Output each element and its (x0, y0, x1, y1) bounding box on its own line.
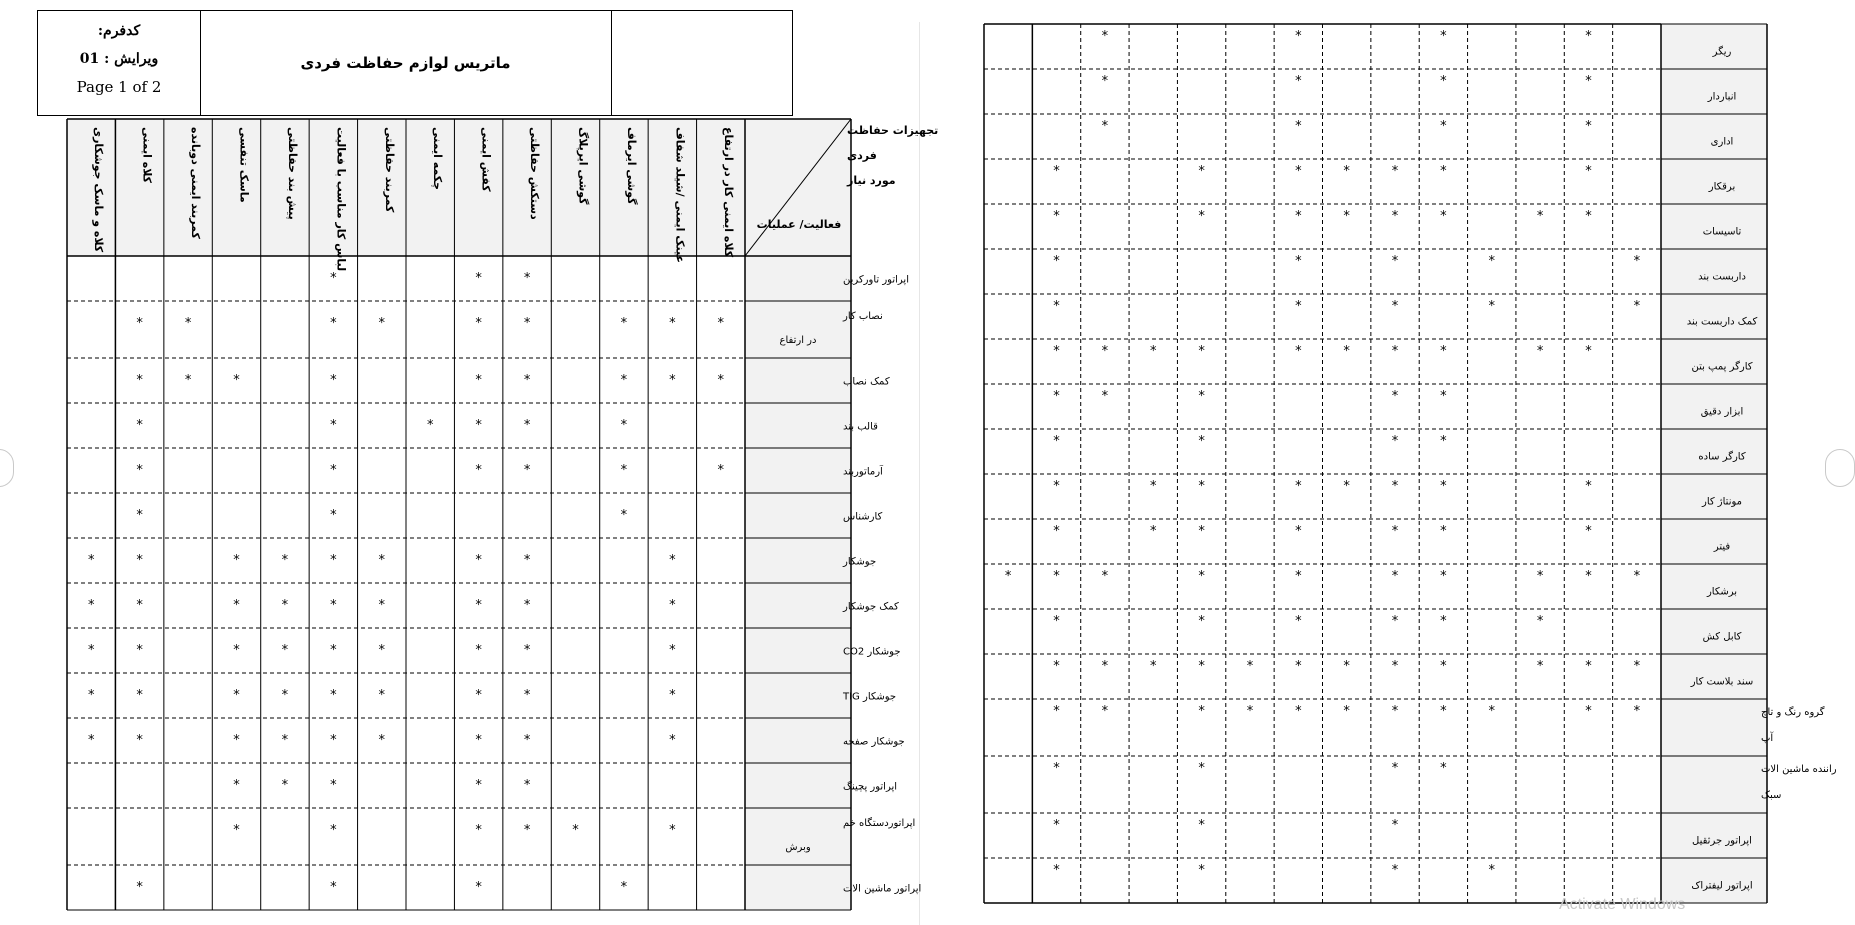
asterisk-mark: * (1488, 254, 1495, 269)
asterisk-mark: * (1391, 164, 1399, 179)
asterisk-mark: * (1101, 119, 1109, 134)
asterisk-mark: * (1198, 164, 1205, 179)
asterisk-mark: * (1585, 209, 1592, 224)
asterisk-mark: * (1536, 614, 1544, 629)
asterisk-mark: * (620, 880, 628, 895)
asterisk-mark: * (136, 553, 143, 568)
asterisk-mark: * (475, 688, 482, 703)
column-header: گوشی ایرماف (624, 127, 638, 205)
asterisk-mark: * (1198, 524, 1205, 539)
asterisk-mark: * (1053, 389, 1060, 404)
asterisk-mark: * (523, 553, 531, 568)
asterisk-mark: * (1053, 344, 1060, 359)
asterisk-mark: * (475, 271, 482, 286)
asterisk-mark: * (523, 688, 531, 703)
asterisk-mark: * (475, 418, 482, 433)
asterisk-mark: * (1198, 614, 1205, 629)
asterisk-mark: * (1440, 659, 1447, 674)
asterisk-mark: * (1585, 569, 1592, 584)
asterisk-mark: * (1295, 119, 1302, 134)
asterisk-mark: * (1343, 164, 1350, 179)
corner-equipment-label: فردی (847, 149, 877, 162)
asterisk-mark: * (1198, 761, 1205, 776)
asterisk-mark: * (184, 373, 192, 388)
asterisk-mark: * (136, 733, 143, 748)
row-label: سند بلاست کار (1690, 676, 1754, 688)
row-label: برشکار (1706, 586, 1738, 598)
row-label: انباردار (1707, 91, 1737, 103)
asterisk-mark: * (475, 778, 482, 793)
asterisk-mark: * (620, 418, 628, 433)
asterisk-mark: * (1295, 74, 1302, 89)
asterisk-mark: * (330, 271, 337, 286)
column-header: پیش بند حفاظتی (285, 127, 299, 220)
asterisk-mark: * (620, 316, 628, 331)
asterisk-mark: * (1198, 659, 1205, 674)
asterisk-mark: * (1053, 254, 1060, 269)
asterisk-mark: * (1391, 209, 1399, 224)
asterisk-mark: * (330, 778, 337, 793)
row-label: کمک داربست بند (1686, 316, 1758, 328)
asterisk-mark: * (1101, 74, 1109, 89)
asterisk-mark: * (1053, 818, 1060, 833)
row-label: اداری (1710, 136, 1734, 148)
asterisk-mark: * (475, 733, 482, 748)
corner-equipment-label: مورد نیاز (847, 174, 896, 187)
asterisk-mark: * (1633, 569, 1641, 584)
asterisk-mark: * (330, 880, 337, 895)
asterisk-mark: * (330, 463, 337, 478)
asterisk-mark: * (475, 823, 482, 838)
asterisk-mark: * (1343, 659, 1350, 674)
asterisk-mark: * (1101, 659, 1109, 674)
page-number: Page 1 of 2 (76, 78, 162, 96)
asterisk-mark: * (1053, 164, 1060, 179)
asterisk-mark: * (1101, 569, 1109, 584)
asterisk-mark: * (523, 373, 531, 388)
asterisk-mark: * (87, 598, 95, 613)
asterisk-mark: * (1633, 704, 1641, 719)
asterisk-mark: * (281, 688, 289, 703)
row-label: نصاب کار (843, 311, 883, 322)
asterisk-mark: * (1391, 818, 1399, 833)
asterisk-mark: * (1536, 209, 1544, 224)
asterisk-mark: * (1053, 614, 1060, 629)
asterisk-mark: * (1295, 29, 1302, 44)
row-label: قالب بند (843, 421, 878, 433)
asterisk-mark: * (378, 316, 386, 331)
column-header: کفش ایمنی (479, 127, 493, 192)
asterisk-mark: * (1295, 164, 1302, 179)
asterisk-mark: * (1053, 479, 1060, 494)
asterisk-mark: * (1440, 389, 1447, 404)
asterisk-mark: * (1150, 344, 1157, 359)
asterisk-mark: * (1295, 479, 1302, 494)
column-header: کمربند حفاظتی (382, 127, 396, 213)
asterisk-mark: * (1440, 704, 1447, 719)
row-label: آرماتوربند (843, 466, 883, 478)
asterisk-mark: * (523, 643, 531, 658)
asterisk-mark: * (281, 643, 289, 658)
asterisk-mark: * (1440, 119, 1447, 134)
asterisk-mark: * (1440, 479, 1447, 494)
asterisk-mark: * (1198, 818, 1205, 833)
asterisk-mark: * (136, 688, 143, 703)
asterisk-mark: * (1536, 344, 1544, 359)
asterisk-mark: * (1053, 569, 1060, 584)
asterisk-mark: * (669, 643, 676, 658)
asterisk-mark: * (1295, 524, 1302, 539)
row-label: ریگر (1712, 46, 1732, 58)
asterisk-mark: * (1391, 614, 1399, 629)
asterisk-mark: * (1101, 704, 1109, 719)
asterisk-mark: * (1391, 479, 1399, 494)
asterisk-mark: * (330, 418, 337, 433)
asterisk-mark: * (426, 418, 434, 433)
column-header: لباس کار مناسب با فعالیت (334, 127, 348, 272)
asterisk-mark: * (523, 733, 531, 748)
asterisk-mark: * (1440, 209, 1447, 224)
form-code-label: کدفرم: (97, 23, 141, 39)
asterisk-mark: * (378, 643, 386, 658)
asterisk-mark: * (1101, 344, 1109, 359)
row-label: سبک (1761, 790, 1782, 801)
column-header: دستکش حفاظتی (528, 127, 542, 220)
asterisk-mark: * (1198, 569, 1205, 584)
asterisk-mark: * (1633, 254, 1641, 269)
asterisk-mark: * (1053, 761, 1060, 776)
asterisk-mark: * (1440, 524, 1447, 539)
document-title: ماتریس لوازم حفاظت فردی (300, 54, 511, 72)
asterisk-mark: * (1488, 299, 1495, 314)
asterisk-mark: * (1391, 761, 1399, 776)
asterisk-mark: * (281, 553, 289, 568)
asterisk-mark: * (572, 823, 579, 838)
asterisk-mark: * (1053, 299, 1060, 314)
asterisk-mark: * (330, 598, 337, 613)
row-label: فیتر (1713, 541, 1731, 553)
asterisk-mark: * (1488, 863, 1495, 878)
asterisk-mark: * (233, 733, 240, 748)
asterisk-mark: * (1295, 614, 1302, 629)
activation-watermark: Activate Windows (1559, 896, 1686, 913)
asterisk-mark: * (475, 553, 482, 568)
asterisk-mark: * (1295, 569, 1302, 584)
asterisk-mark: * (1585, 119, 1592, 134)
asterisk-mark: * (1295, 254, 1302, 269)
asterisk-mark: * (1440, 569, 1447, 584)
row-label: کمک جوشکار (843, 601, 899, 613)
asterisk-mark: * (1198, 434, 1205, 449)
asterisk-mark: * (1391, 524, 1399, 539)
asterisk-mark: * (1488, 704, 1495, 719)
asterisk-mark: * (669, 553, 676, 568)
corner-equipment-label: تجهیزات حفاظت (847, 124, 939, 137)
asterisk-mark: * (378, 688, 386, 703)
label-column-band (1661, 24, 1767, 903)
asterisk-mark: * (87, 553, 95, 568)
asterisk-mark: * (1150, 479, 1157, 494)
row-label: اپراتور تاورکرین (843, 274, 909, 286)
asterisk-mark: * (1391, 569, 1399, 584)
row-label: کارشناس (843, 511, 883, 523)
asterisk-mark: * (1633, 659, 1641, 674)
row-label: کمک نصاب (843, 376, 890, 388)
asterisk-mark: * (1343, 209, 1350, 224)
asterisk-mark: * (1585, 659, 1592, 674)
asterisk-mark: * (1101, 389, 1109, 404)
asterisk-mark: * (281, 598, 289, 613)
row-label: اپراتور جرثقیل (1692, 835, 1752, 847)
asterisk-mark: * (1343, 344, 1350, 359)
asterisk-mark: * (1101, 29, 1109, 44)
asterisk-mark: * (1150, 524, 1157, 539)
asterisk-mark: * (136, 316, 143, 331)
column-header: ماسک تنفسی (237, 127, 251, 203)
corner-activity-label: فعالیت/ عملیات (756, 218, 842, 231)
asterisk-mark: * (1198, 209, 1205, 224)
asterisk-mark: * (475, 598, 482, 613)
asterisk-mark: * (523, 271, 531, 286)
asterisk-mark: * (1246, 704, 1254, 719)
row-label: تاسیسات (1702, 226, 1742, 238)
asterisk-mark: * (1053, 209, 1060, 224)
row-label: گروه رنگ و تاچ (1761, 707, 1825, 718)
asterisk-mark: * (1391, 389, 1399, 404)
asterisk-mark: * (330, 823, 337, 838)
asterisk-mark: * (1391, 659, 1399, 674)
asterisk-mark: * (1585, 74, 1592, 89)
asterisk-mark: * (136, 463, 143, 478)
asterisk-mark: * (620, 463, 628, 478)
asterisk-mark: * (1343, 479, 1350, 494)
asterisk-mark: * (1391, 863, 1399, 878)
asterisk-mark: * (330, 688, 337, 703)
asterisk-mark: * (1585, 344, 1592, 359)
row-label: کارگر ساده (1698, 451, 1746, 463)
asterisk-mark: * (475, 373, 482, 388)
row-label: اپراتور ماشین الات (843, 883, 922, 895)
asterisk-mark: * (1633, 299, 1641, 314)
asterisk-mark: * (330, 553, 337, 568)
asterisk-mark: * (1536, 569, 1544, 584)
asterisk-mark: * (330, 373, 337, 388)
asterisk-mark: * (1343, 704, 1350, 719)
row-label: جوشکار TIG (843, 691, 897, 703)
asterisk-mark: * (378, 733, 386, 748)
asterisk-mark: * (669, 733, 676, 748)
ppe-matrix-right (919, 0, 1837, 925)
column-header: چکمه ایمنی (431, 127, 445, 191)
asterisk-mark: * (233, 823, 240, 838)
asterisk-mark: * (1198, 863, 1205, 878)
row-label: راننده ماشین الات (1761, 764, 1837, 775)
asterisk-mark: * (1391, 434, 1399, 449)
asterisk-mark: * (136, 598, 143, 613)
row-label: جوشکار صفحه (843, 736, 905, 748)
column-header: کلاه ایمنی کار در ارتفاع (721, 127, 735, 258)
asterisk-mark: * (1053, 704, 1060, 719)
asterisk-mark: * (1295, 704, 1302, 719)
asterisk-mark: * (475, 880, 482, 895)
asterisk-mark: * (1391, 344, 1399, 359)
asterisk-mark: * (475, 463, 482, 478)
asterisk-mark: * (330, 508, 337, 523)
asterisk-mark: * (1295, 659, 1302, 674)
asterisk-mark: * (1246, 659, 1254, 674)
asterisk-mark: * (1585, 704, 1592, 719)
row-label: مونتاژ کار (1701, 496, 1743, 508)
asterisk-mark: * (1198, 704, 1205, 719)
row-label: وبرش (785, 842, 811, 853)
row-label: جوشکار CO2 (843, 646, 901, 658)
asterisk-mark: * (1391, 704, 1399, 719)
asterisk-mark: * (136, 643, 143, 658)
asterisk-mark: * (330, 316, 337, 331)
asterisk-mark: * (1440, 614, 1447, 629)
asterisk-mark: * (136, 418, 143, 433)
column-header: عینک ایمنی /شیلد شفاف (673, 127, 687, 263)
row-label: اپراتوردستگاه خم (843, 818, 916, 829)
asterisk-mark: * (669, 688, 676, 703)
asterisk-mark: * (620, 373, 628, 388)
asterisk-mark: * (1295, 209, 1302, 224)
asterisk-mark: * (669, 373, 676, 388)
asterisk-mark: * (717, 316, 725, 331)
column-header: گوشی ایرپلاگ (576, 127, 590, 205)
asterisk-mark: * (523, 463, 531, 478)
asterisk-mark: * (1198, 389, 1205, 404)
asterisk-mark: * (1053, 659, 1060, 674)
row-label: ابزار دقیق (1700, 406, 1744, 418)
asterisk-mark: * (1585, 524, 1592, 539)
asterisk-mark: * (1440, 344, 1447, 359)
row-label: آپ (1761, 733, 1774, 744)
asterisk-mark: * (1053, 863, 1060, 878)
asterisk-mark: * (523, 316, 531, 331)
asterisk-mark: * (620, 508, 628, 523)
row-label: اپراتور لیفتراک (1691, 880, 1753, 892)
asterisk-mark: * (378, 598, 386, 613)
asterisk-mark: * (1391, 299, 1399, 314)
asterisk-mark: * (233, 373, 240, 388)
asterisk-mark: * (1295, 344, 1302, 359)
revision-label: ویرایش : 01 (79, 51, 159, 67)
row-label: جوشکار (843, 556, 877, 568)
asterisk-mark: * (233, 598, 240, 613)
asterisk-mark: * (233, 688, 240, 703)
asterisk-mark: * (87, 643, 95, 658)
asterisk-mark: * (523, 778, 531, 793)
asterisk-mark: * (669, 598, 676, 613)
asterisk-mark: * (669, 823, 676, 838)
row-label: کابل کش (1702, 631, 1742, 643)
asterisk-mark: * (136, 880, 143, 895)
asterisk-mark: * (523, 598, 531, 613)
asterisk-mark: * (233, 643, 240, 658)
asterisk-mark: * (1053, 434, 1060, 449)
asterisk-mark: * (136, 508, 143, 523)
asterisk-mark: * (717, 373, 725, 388)
asterisk-mark: * (1440, 434, 1447, 449)
asterisk-mark: * (475, 643, 482, 658)
row-label: کارگر پمپ بتن (1691, 361, 1753, 373)
asterisk-mark: * (1198, 479, 1205, 494)
asterisk-mark: * (281, 733, 289, 748)
asterisk-mark: * (330, 733, 337, 748)
asterisk-mark: * (1053, 524, 1060, 539)
column-header: کلاه و ماسک جوشکاری (92, 127, 106, 253)
column-header: کمربند ایمنی دوبانده (189, 127, 203, 239)
asterisk-mark: * (1004, 569, 1012, 584)
row-label: اپراتور پچینگ (843, 781, 898, 793)
asterisk-mark: * (1150, 659, 1157, 674)
column-header: کلاه ایمنی (140, 127, 154, 183)
asterisk-mark: * (233, 778, 240, 793)
asterisk-mark: * (523, 418, 531, 433)
asterisk-mark: * (1295, 299, 1302, 314)
asterisk-mark: * (87, 688, 95, 703)
asterisk-mark: * (669, 316, 676, 331)
asterisk-mark: * (330, 643, 337, 658)
asterisk-mark: * (1585, 479, 1592, 494)
asterisk-mark: * (1440, 74, 1447, 89)
asterisk-mark: * (233, 553, 240, 568)
asterisk-mark: * (523, 823, 531, 838)
row-label: برقکار (1708, 181, 1736, 193)
asterisk-mark: * (475, 316, 482, 331)
asterisk-mark: * (1536, 659, 1544, 674)
asterisk-mark: * (1440, 761, 1447, 776)
asterisk-mark: * (1440, 29, 1447, 44)
asterisk-mark: * (184, 316, 192, 331)
asterisk-mark: * (1198, 344, 1205, 359)
asterisk-mark: * (717, 463, 725, 478)
asterisk-mark: * (1391, 254, 1399, 269)
asterisk-mark: * (136, 373, 143, 388)
asterisk-mark: * (87, 733, 95, 748)
asterisk-mark: * (1585, 164, 1592, 179)
asterisk-mark: * (1585, 29, 1592, 44)
row-label: داربست بند (1698, 271, 1746, 283)
row-label: در ارتفاع (779, 335, 817, 346)
asterisk-mark: * (378, 553, 386, 568)
asterisk-mark: * (1440, 164, 1447, 179)
asterisk-mark: * (281, 778, 289, 793)
